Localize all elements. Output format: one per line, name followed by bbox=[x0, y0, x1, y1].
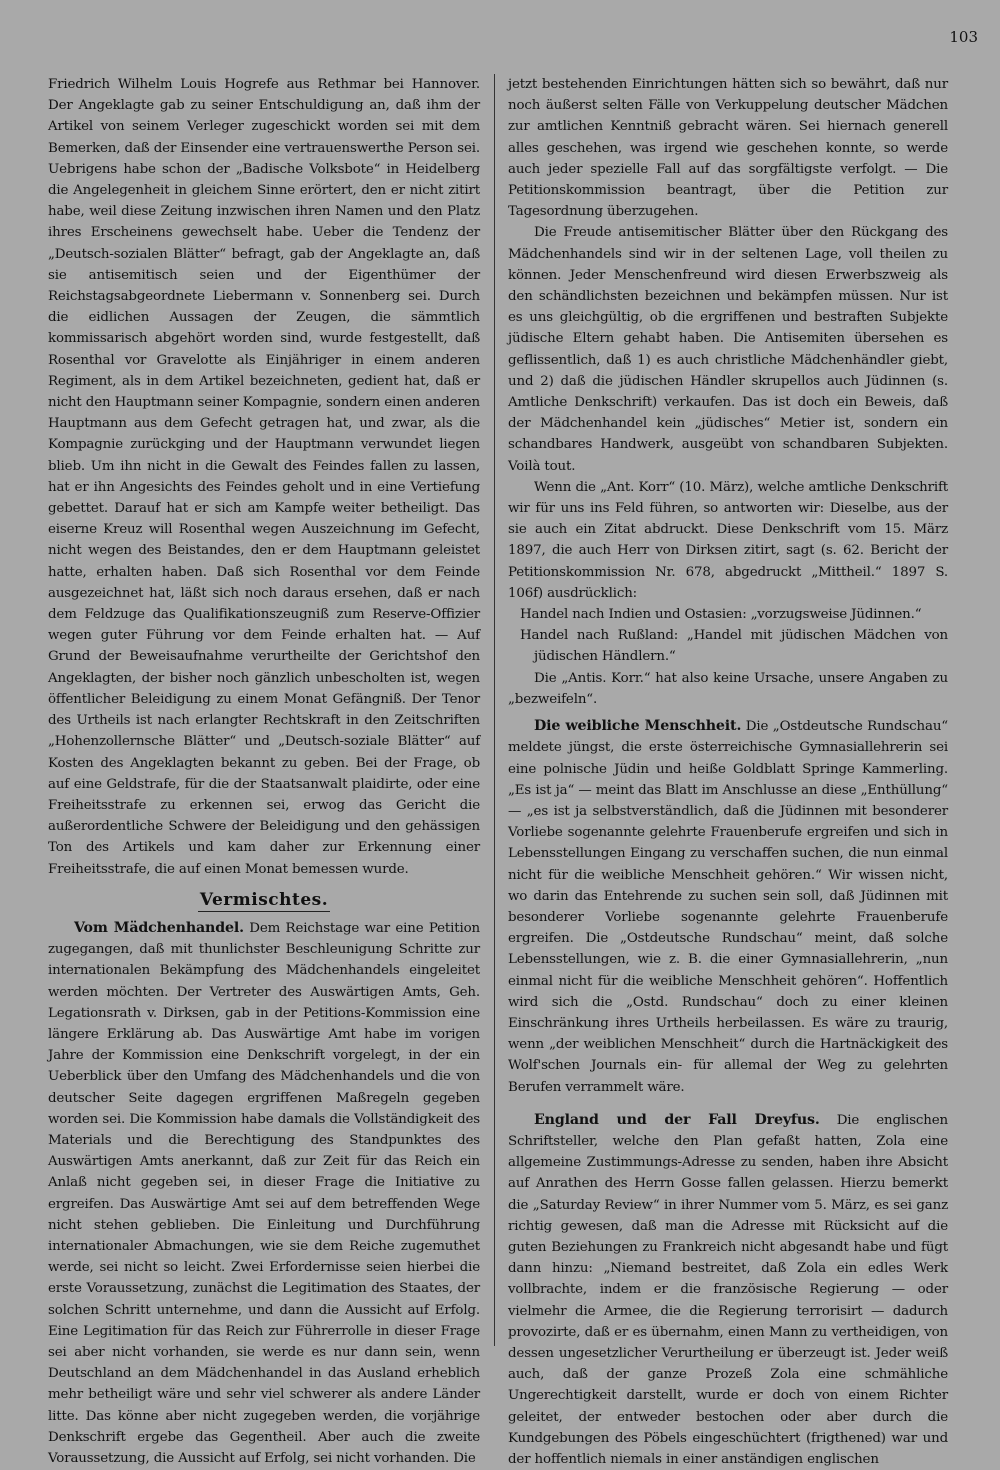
left-column bbox=[48, 74, 480, 1469]
article-maedchenhandel bbox=[48, 918, 480, 1469]
article-body: Die englischen Schriftsteller, welche den Plan gefaßt hatten, Zola eine allgemeine Zustimmungs-Adresse zu senden, haben ihre Absicht auf Anrathen des Herrn Gosse fallen gelassen. Hierzu bemerkt die „Saturday Review“ in ihrer Nummer vom 5. März, es sei ganz richtig gewesen, daß man die Adresse mit Rücksicht auf die guten Beziehungen zu Frankreich nicht abgesandt habe und fügt dann hinzu: „Niemand bestreitet, daß Zola ein edles Werk vollbrachte, indem er die französische Regierung — oder vielmehr die Armee, die die Regierung terrorisirt — dadurch provozirte, daß er es übernahm, einen Mann zu vertheidigen, von dessen ungesetzlicher Verurtheilung er überzeugt ist. Jeder weiß auch, daß der ganze Prozeß Zola eine schmähliche Ungerechtigkeit darstellt, wurde er doch von einem Richter geleitet, der entweder bestochen oder aber durch die Kundgebungen des Pöbels eingeschüchtert (frigthened) war und der hoffentlich niemals in einer anständigen englischen bbox=[508, 1112, 948, 1467]
article-body: Dem Reichstage war eine Petition zugegangen, daß mit thunlichster Beschleunigung Schritte zur internationalen Bekämpfung des Mädchenhandels eingeleitet werden möchten. Der Vertreter des Auswärtigen Amts, Geh. Legationsrath v. Dirksen, gab in der Petitions-Kommission eine längere Erklärung ab. Das Auswärtige Amt habe im vorigen Jahre der Kommission eine Denkschrift vorgelegt, in der ein Ueberblick über den Umfang des Mädchenhandels und die von deutscher Seite dagegen ergriffenen Maßregeln gegeben worden sei. Die Kommission habe damals die Vollständigkeit des Materials und die Berechtigung des Standpunktes des Auswärtigen Amts anerkannt, daß zur Zeit für das Reich ein Anlaß nicht gegeben sei, in dieser Frage die Initiative zu ergreifen. Das Auswärtige Amt sei auf dem betreffenden Wege nicht stehen geblieben. Die Einleitung und Durchführung internationaler Abmachungen, wie sie dem Reiche zugemuthet werde, sei nicht so leicht. Zwei Erfordernisse seien hierbei die erste Voraussetzung, zunächst die Legitimation des Staates, der solchen Schritt unternehme, und dann die Aussicht auf Erfolg. Eine Legitimation für das Reich zur Führerrolle in dieser Frage sei aber nicht vorhanden, sie werde es nur dann sein, wenn Deutschland an dem Mädchenhandel in das Ausland erheblich mehr betheiligt wäre und sehr viel schwerer als andere Länder litte. Das könne aber nicht zugegeben werden, die vorjährige Denkschrift ergebe das Gegentheil. Aber auch die zweite Voraussetzung, die Aussicht auf Erfolg, sei nicht vorhanden. Die bbox=[48, 920, 480, 1466]
article-weibliche-menschheit bbox=[508, 716, 948, 1098]
paragraph: Die Freude antisemitischer Blätter über den Rückgang des Mädchenhandels sind wir in der seltenen Lage, voll theilen zu können. Jeder Menschenfreund wird diesen Erwerbszweig als den schändlichsten bezeichnen und bekämpfen müssen. Nur ist es uns gleichgültig, ob die ergriffenen und bestraften Subjekte jüdische Eltern gehabt haben. Die Antisemiten übersehen es geflissentlich, daß 1) es auch christliche Mädchenhändler giebt, und 2) daß die jüdischen Händler skrupellos auch Jüdinnen (s. Amtliche Denkschrift) verkaufen. Das ist doch ein Beweis, daß der Mädchenhandel kein „jüdisches“ Metier ist, sondern ein schandbares Handwerk, ausgeübt von schandbaren Subjekten. Voilà tout. bbox=[508, 225, 948, 474]
column-divider bbox=[494, 74, 495, 1346]
paragraph: Wenn die „Ant. Korr“ (10. März), welche amtliche Denkschrift wir für uns ins Feld führen, so antworten wir: Dieselbe, aus der sie auch ein Zitat abdruckt. Diese Denkschrift vom 15. März 1897, die auch Herr von Dirksen zitirt, sagt (s. 62. Bericht der Petitionskommission Nr. 678, abgedruckt „Mittheil.“ 1897 S. 106f) ausdrücklich: bbox=[508, 479, 948, 601]
article-body: Die „Ostdeutsche Rundschau“ meldete jüngst, die erste österreichische Gymnasiallehrerin sei eine polnische Jüdin und heiße Goldblatt Springe Kammerling. „Es ist ja“ — meint das Blatt im Anschlusse an diese „Enthüllung“ — „es ist ja selbstverständlich, daß die Jüdinnen mit besonderer Vorliebe sogenannte gelehrte Frauenberufe ergreifen und sich in Lebensstellungen Eingang zu verschaffen suchen, die nun einmal nicht für die weibliche Menschheit gehören.“ Wir wissen nicht, wo darin das Entehrende zu suchen sein soll, daß Jüdinnen mit besonderer Vorliebe sogenannte gelehrte Frauenberufe ergreifen. Die „Ostdeutsche Rundschau“ meint, daß solche Lebensstellungen, wie z. B. die einer Gymnasiallehrerin, „nun einmal nicht für die weibliche Menschheit gehören“. Hoffentlich wird sich die „Ostd. Rundschau“ doch zu einer kleinen Einschränkung ihres Urtheils herbeilassen. Es wäre zu traurig, wenn „der weiblichen Menschheit“ durch die Hartnäckigkeit des Wolf'schen Journals ein- für allemal der Weg zu gelehrten Berufen verrammelt wäre. bbox=[508, 719, 948, 1095]
page-number: 103 bbox=[949, 28, 978, 46]
article-england-dreyfus bbox=[508, 1110, 948, 1470]
section-title-text: Vermischtes. bbox=[198, 890, 330, 912]
article-heading: England und der Fall Dreyfus. bbox=[534, 1111, 820, 1128]
right-column bbox=[508, 74, 948, 1470]
paragraph: Die „Antis. Korr.“ hat also keine Ursache, unsere Angaben zu „bezweifeln“. bbox=[508, 670, 948, 707]
quote-item: Handel nach Rußland: „Handel mit jüdischen Mädchen von jüdischen Händlern.“ bbox=[520, 628, 948, 665]
section-title bbox=[48, 890, 480, 912]
article-continuation-paragraph: Friedrich Wilhelm Louis Hogrefe aus Rethmar bei Hannover. Der Angeklagte gab zu seiner Entschuldigung an, daß ihm der Artikel von seinem Verleger zugeschickt worden sei mit dem Bemerken, daß der Einsender eine vertrauenswerthe Person sei. Uebrigens habe schon der „Badische Volksbote“ in Heidelberg die Angelegenheit in gleichem Sinne erörtert, den er nicht zitirt habe, weil diese Zeitung inzwischen ihren Namen und den Platz ihres Erscheinens gewechselt habe. Ueber die Tendenz der „Deutsch-sozialen Blätter“ befragt, gab der Angeklagte an, daß sie antisemitisch seien und der Eigenthümer der Reichstagsabgeordnete Liebermann v. Sonnenberg sei. Durch die eidlichen Aussagen der Zeugen, die sämmtlich kommissarisch abgehört worden sind, wurde festgestellt, daß Rosenthal vor Gravelotte als Einjähriger in einem anderen Regiment, als in dem Artikel bezeichneten, gedient hat, daß er nicht den Hauptmann seiner Kompagnie, sondern einen anderen Hauptmann aus dem Gefecht getragen hat, und zwar, als die Kompagnie zurückging und der Hauptmann verwundet liegen blieb. Um ihn nicht in die Gewalt des Feindes fallen zu lassen, hat er ihn Angesichts des Feindes geholt und in eine Vertiefung gebettet. Darauf hat er sich am Kampfe weiter betheiligt. Das eiserne Kreuz will Rosenthal wegen Auszeichnung im Gefecht, nicht wegen des Beistandes, den er dem Hauptmann geleistet hatte, erhalten haben. Daß sich Rosenthal vor dem Feinde ausgezeichnet hat, läßt sich noch daraus ersehen, daß er nach dem Feldzuge das Qualifikationszeugniß zum Reserve-Offizier wegen guter Führung vor dem Feinde erhalten hat. — Auf Grund der Beweisaufnahme verurtheilte der Gerichtshof den Angeklagten, der bisher noch gänzlich unbescholten ist, wegen öffentlicher Beleidigung zu einem Monat Gefängniß. Der Tenor des Urtheils ist nach erlangter Rechtskraft in den Zeitschriften „Hohenzollernsche Blätter“ und „Deutsch-soziale Blätter“ auf Kosten des Angeklagten bekannt zu geben. Bei der Frage, ob auf eine Geldstrafe, für die der Staatsanwalt plaidirte, oder eine Freiheitsstrafe zu erkennen sei, erwog das Gericht die außerordentliche Schwere der Beleidigung und den gehässigen Ton des Artikels und kam daher zur Erkennung einer Freiheitsstrafe, die auf einen Monat bemessen wurde. bbox=[48, 77, 480, 877]
article-heading: Die weibliche Menschheit. bbox=[534, 718, 742, 735]
article-heading: Vom Mädchenhandel. bbox=[74, 919, 244, 936]
paragraph: jetzt bestehenden Einrichtungen hätten sich so bewährt, daß nur noch äußerst selten Fälle von Verkuppelung deutscher Mädchen zur amtlichen Kenntniß gebracht wären. Sei hiernach generell alles geschehen, was irgend wie geschehen konnte, so werde auch jeder spezielle Fall auf das sorgfältigste verfolgt. — Die Petitionskommission beantragt, über die Petition zur Tagesordnung überzugehen. bbox=[508, 77, 948, 220]
quote-item: Handel nach Indien und Ostasien: „vorzugsweise Jüdinnen.“ bbox=[520, 607, 922, 623]
